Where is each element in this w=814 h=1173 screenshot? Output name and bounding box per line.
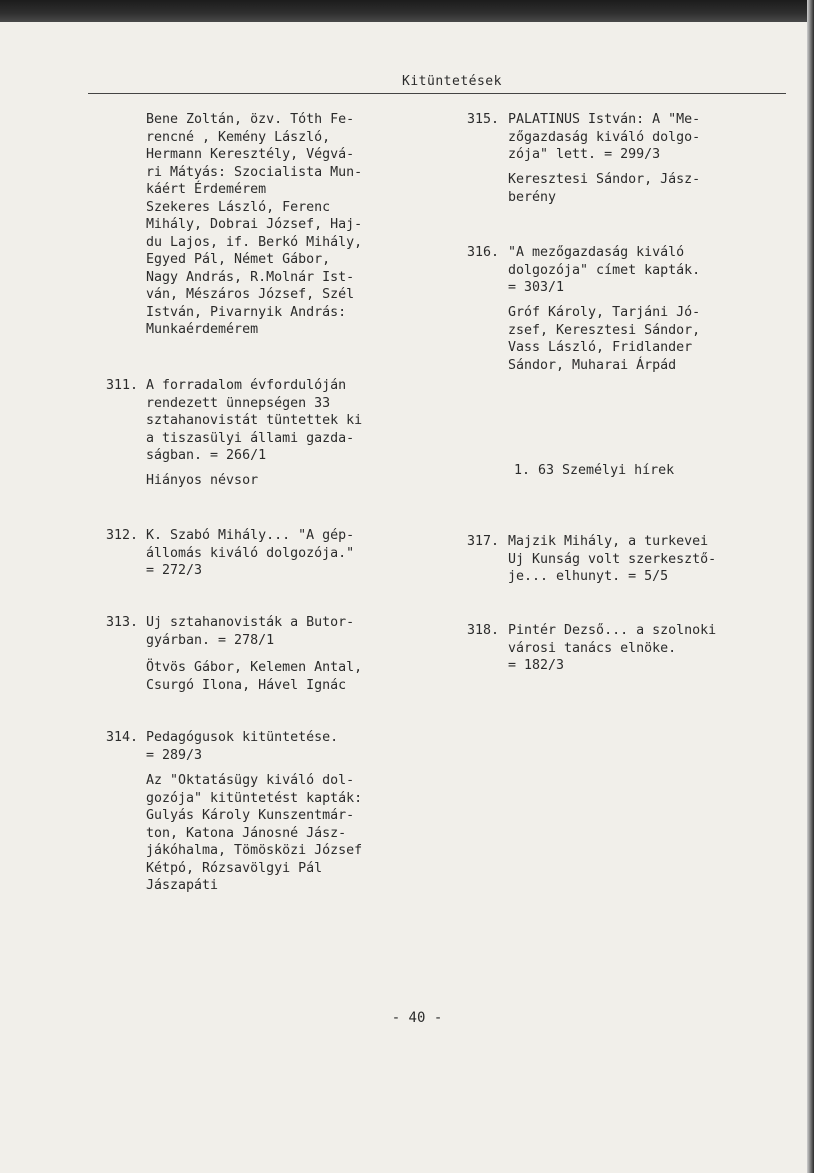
entry-number: 318. — [467, 623, 500, 638]
entry-number: 317. — [467, 534, 500, 549]
entry-number: 316. — [467, 245, 500, 260]
entry-number: 312. — [106, 528, 139, 543]
entry-note: Keresztesi Sándor, Jász- berény — [508, 172, 701, 205]
entry-text: Pedagógusok kitüntetése. = 289/3 — [146, 730, 339, 763]
entry-text: K. Szabó Mihály... "A gép- állomás kiváló dolgozója." = 272/3 — [146, 528, 355, 578]
scan-top-border — [0, 0, 814, 22]
page-number: - 40 - — [391, 1010, 443, 1026]
entry-text: A forradalom évfordulóján rendezett ünnepségen 33 sztahanovistát tüntettek ki a tiszasülyi állami gazda- ságban. = 266/1 — [146, 378, 363, 463]
entry-number: 314. — [106, 730, 139, 745]
entry-note: Hiányos névsor — [146, 473, 259, 488]
entry-number: 315. — [467, 112, 500, 127]
entry-text: "A mezőgazdaság kiváló dolgozója" címet kapták. = 303/1 — [508, 245, 701, 295]
scan-right-edge — [807, 0, 814, 1173]
entry-text: PALATINUS István: A "Me- zőgazdaság kiváló dolgo- zója" lett. = 299/3 — [508, 112, 701, 162]
entry-number: 313. — [106, 615, 139, 630]
entry-note: Ötvös Gábor, Kelemen Antal, Csurgó Ilona, Hável Ignác — [146, 660, 363, 693]
page-header: Kitüntetések — [402, 74, 502, 89]
section-heading: 1. 63 Személyi hírek — [514, 463, 675, 478]
entry-note: Gróf Károly, Tarjáni Jó- zsef, Keresztesi Sándor, Vass László, Fridlander Sándor, Muharai Árpád — [508, 305, 701, 373]
entry-text: Majzik Mihály, a turkevei Uj Kunság volt szerkesztő- je... elhunyt. = 5/5 — [508, 534, 717, 584]
header-rule — [88, 93, 786, 94]
entry-number: 311. — [106, 378, 139, 393]
entry-text: Pintér Dezső... a szolnoki városi tanács elnöke. = 182/3 — [508, 623, 717, 673]
entry-note: Az "Oktatásügy kiváló dol- gozója" kitüntetést kapták: Gulyás Károly Kunszentmár- ton, Katona Jánosné Jász- jákóhalma, Tömösközi József Kétpó, Rózsavölgyi Pál Jászapáti — [146, 773, 363, 893]
intro-entry-text: Bene Zoltán, özv. Tóth Fe- rencné , Kemény László, Hermann Keresztély, Végvá- ri Mátyás: Szocialista Mun- káért Érdemérem Szekeres László, Ferenc Mihály, Dobrai József, Haj- du Lajos, if. Berkó Mihály, Egyed Pál, Német Gábor, Nagy András, R.Molnár Ist- ván, Mészáros József, Szél István, Pivarnyik András: Munkaérdemérem — [146, 112, 363, 337]
entry-text: Uj sztahanovisták a Butor- gyárban. = 278/1 — [146, 615, 355, 648]
